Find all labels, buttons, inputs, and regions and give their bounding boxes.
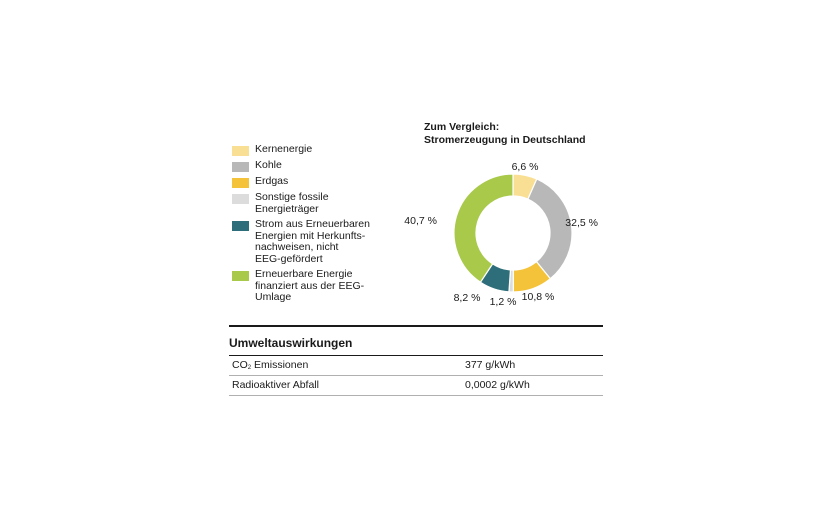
slice-value-label: 6,6 % bbox=[511, 161, 539, 173]
radioactive-waste-value: 0,0002 g/kWh bbox=[465, 379, 530, 391]
legend-label: Kernenergie bbox=[255, 143, 313, 155]
legend-label: Strom aus Erneuerbaren Energien mit Herkunfts- nachweisen, nicht EEG-gefördert bbox=[255, 218, 370, 265]
co2-label-suffix: Emissionen bbox=[251, 359, 309, 371]
table-row-co2 bbox=[229, 356, 603, 376]
donut-chart bbox=[400, 150, 610, 320]
legend-item bbox=[232, 192, 412, 215]
legend-swatch bbox=[232, 146, 249, 156]
chart-legend bbox=[232, 144, 412, 308]
donut-slice bbox=[454, 174, 513, 282]
co2-label bbox=[229, 356, 465, 375]
legend-swatch bbox=[232, 194, 249, 204]
legend-item bbox=[232, 144, 412, 156]
legend-swatch bbox=[232, 221, 249, 231]
legend-label: Kohle bbox=[255, 159, 282, 171]
legend-label: Erneuerbare Energie finanziert aus der EEG- Umlage bbox=[255, 268, 365, 303]
slice-value-label: 8,2 % bbox=[453, 292, 481, 304]
slice-value-label: 1,2 % bbox=[489, 296, 517, 308]
chart-title-block bbox=[424, 121, 586, 147]
slice-value-label: 10,8 % bbox=[521, 291, 555, 303]
radioactive-waste-label: Radioaktiver Abfall bbox=[232, 379, 319, 391]
legend-item bbox=[232, 160, 412, 172]
legend-swatch bbox=[232, 162, 249, 172]
chart-title: Zum Vergleich: bbox=[424, 121, 500, 133]
legend-label: Sonstige fossile Energieträger bbox=[255, 191, 329, 215]
environment-impact-table bbox=[229, 325, 603, 396]
co2-subscript: 2 bbox=[247, 365, 252, 371]
chart-subtitle: Stromerzeugung in Deutschland bbox=[424, 134, 586, 146]
environment-heading: Umweltauswirkungen bbox=[229, 325, 603, 356]
legend-swatch bbox=[232, 271, 249, 281]
slice-value-label: 40,7 % bbox=[404, 215, 437, 227]
legend-item bbox=[232, 219, 412, 265]
legend-item bbox=[232, 269, 412, 304]
legend-label: Erdgas bbox=[255, 175, 289, 187]
table-row-radioactive-waste bbox=[229, 376, 603, 396]
co2-label-text: CO bbox=[232, 359, 248, 371]
co2-value: 377 g/kWh bbox=[465, 359, 516, 371]
legend-item bbox=[232, 176, 412, 188]
slice-value-label: 32,5 % bbox=[565, 217, 598, 229]
legend-swatch bbox=[232, 178, 249, 188]
